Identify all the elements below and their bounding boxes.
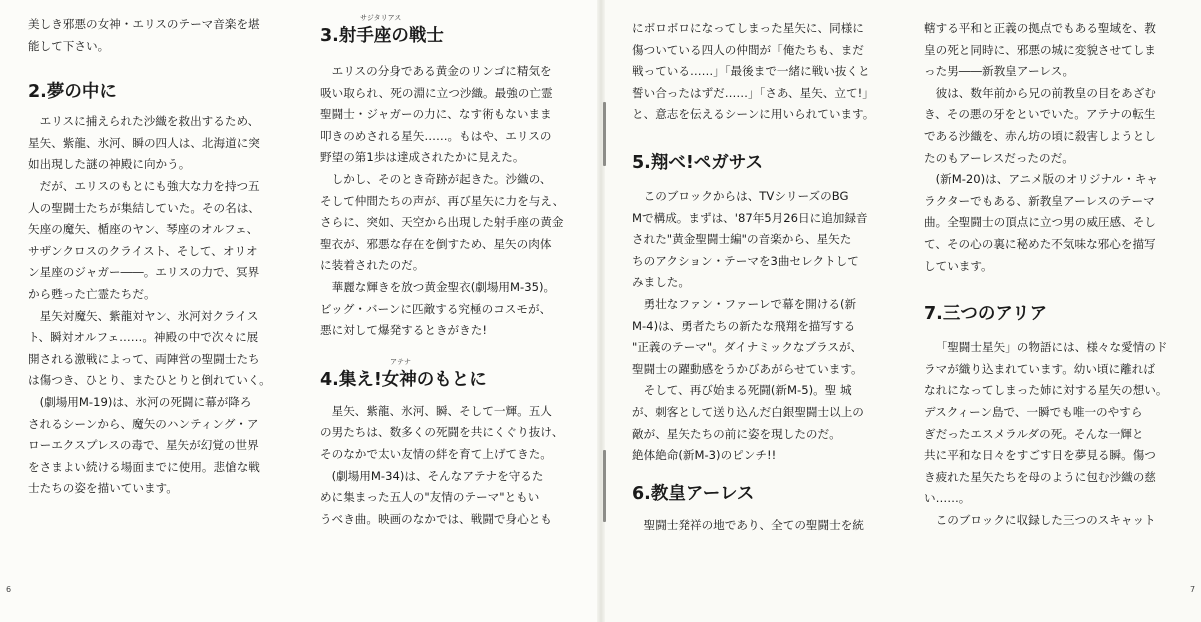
column-1	[28, 14, 300, 500]
paragraph	[320, 169, 590, 277]
text-line: ラマが織り込まれています。幼い頃に離れば	[924, 361, 1155, 376]
heading-2: 2.夢の中に	[28, 82, 117, 103]
text-line: 如出現した謎の神殿に向かう。	[28, 157, 191, 172]
text-line: 轄する平和と正義の拠点でもある聖域を、教	[924, 21, 1156, 35]
paragraph	[924, 510, 1192, 532]
intro-paragraph	[28, 14, 300, 57]
heading-5: 5.翔べ!ペガサス	[632, 152, 764, 173]
paragraph	[320, 401, 590, 466]
text-line: 聖衣が、邪悪な存在を倒すため、星矢の肉体	[320, 236, 552, 251]
paragraph	[632, 186, 902, 294]
text-line: "正義のテーマ"。ダイナミックなブラスが、	[632, 340, 863, 355]
paragraph	[28, 306, 300, 392]
text-line: しています。	[924, 258, 993, 273]
text-line: ビッグ・バーンに匹敵する究極のコスモが、	[320, 301, 552, 316]
column-2	[320, 14, 590, 530]
text-line: デスクィーン島で、一瞬でも唯一のやすら	[924, 404, 1143, 419]
ruby-text: アテナ	[390, 357, 411, 366]
paragraph	[632, 515, 902, 537]
text-line: 悪に対して爆発するときがきた!	[320, 323, 487, 338]
text-line: サザンクロスのクライスト、そして、オリオ	[28, 243, 258, 258]
text-line: たのもアーレスだったのだ。	[924, 150, 1074, 165]
text-line: から甦った亡霊たちだ。	[28, 286, 156, 301]
paragraph	[632, 294, 902, 380]
paragraph	[632, 380, 902, 466]
text-line: しかし、そのとき奇跡が起きた。沙織の、	[331, 171, 552, 186]
text-line: 野望の第1歩は達成されたかに見えた。	[320, 150, 525, 165]
text-line: の男たちは、数多くの死闘を共にくぐり抜け、	[320, 425, 564, 440]
page-number-left: 6	[6, 585, 12, 594]
text-line: ぎだったエスメラルダの死。そんな一輝と	[924, 426, 1144, 441]
text-line: は傷つき、ひとり、またひとりと倒れていく。	[28, 373, 271, 388]
text-line: にボロボロになってしまった星矢に、同様に	[632, 21, 864, 35]
text-line: さらに、突如、天空から出現した射手座の黄金	[320, 215, 564, 230]
text-line: されるシーンから、魔矢のハンティング・ア	[28, 416, 259, 431]
heading-3: 3.射手座の戦士	[320, 26, 444, 46]
text-line: このブロックに収録した三つのスキャット	[935, 512, 1156, 527]
text-line: った男――新教皇アーレス。	[924, 64, 1075, 79]
text-line: うべき曲。映画のなかでは、戦闘で身心とも	[320, 511, 552, 526]
paragraph	[320, 277, 590, 342]
text-line: 敵が、星矢たちの前に姿を現したのだ。	[632, 426, 841, 441]
text-line: 士たちの姿を描いています。	[28, 481, 178, 496]
text-line: だが、エリスのもとにも強大な力を持つ五	[39, 178, 260, 193]
text-line: 絶体絶命(新M-3)のピンチ!!	[632, 448, 777, 463]
text-line: 聖闘士発祥の地であり、全ての聖闘士を統	[643, 517, 864, 532]
text-line: 曲。全聖闘士の頂点に立つ男の威圧感、そし	[924, 215, 1156, 230]
text-line: 能して下さい。	[28, 38, 110, 53]
text-line: (劇場用M-19)は、氷河の死闘に幕が降ろ	[39, 394, 252, 409]
text-line: 開される激戦によって、両陣営の聖闘士たち	[28, 351, 260, 366]
text-line: 戦っている……」「最後まで一緒に戦い抜くと	[632, 64, 870, 79]
text-line: 共に平和な日々をすごす日を夢見る瞬。傷つ	[924, 448, 1156, 463]
heading-7: 7.三つのアリア	[924, 304, 1048, 325]
text-line: なれになってしまった姉に対する星矢の想い。	[924, 383, 1168, 398]
text-line: 星矢、紫龍、氷河、瞬の四人は、北海道に突	[28, 135, 260, 150]
text-line: このブロックからは、TVシリーズのBG	[643, 188, 849, 203]
text-line: (劇場用M-34)は、そんなアテナを守るた	[331, 468, 544, 483]
ruby-text: サジタリアス	[360, 14, 402, 22]
paragraph	[28, 176, 300, 306]
text-line: 聖闘士・ジャガーの力に、なす術もないまま	[320, 107, 552, 122]
text-line: 星矢、紫龍、氷河、瞬、そして一輝。五人	[331, 403, 552, 418]
heading-4: 4.集え!女神のもとに	[320, 369, 487, 390]
text-line: M-4)は、勇者たちの新たな飛翔を描写する	[632, 318, 856, 333]
staple-top	[603, 102, 606, 166]
text-line: 彼は、数年前から兄の前教皇の目をあざむ	[935, 85, 1156, 100]
text-line: 聖闘士の躍動感をうかびあがらせています。	[632, 361, 863, 376]
heading-6: 6.教皇アーレス	[632, 483, 755, 504]
text-line: 「聖闘士星矢」の物語には、様々な愛情のド	[935, 340, 1168, 355]
paragraph	[28, 111, 300, 176]
text-line: 勇壮なファン・ファーレで幕を開ける(新	[643, 296, 857, 311]
text-line: そして仲間たちの声が、再び星矢に力を与え、	[320, 193, 565, 208]
text-line: に装着されたのだ。	[320, 258, 425, 273]
text-line: て、その心の裏に秘めた不気味な邪心を描写	[924, 236, 1156, 251]
text-line: めに集まった五人の"友情のテーマ"ともい	[320, 490, 540, 505]
page-number-right: 7	[1190, 585, 1196, 594]
text-line: と、意志を伝えるシーンに用いられています。	[632, 107, 875, 122]
paragraph	[924, 337, 1192, 510]
text-line: い……。	[924, 491, 971, 506]
text-line: をさまよい続ける場面までに使用。悲愴な戦	[28, 459, 260, 474]
text-line: 皇の死と同時に、邪悪の城に変貌させてしま	[924, 42, 1156, 57]
text-line: が、刺客として送り込んだ白銀聖闘士以上の	[632, 404, 864, 419]
text-line: き、その悪の牙をといでいた。アテナの転生	[924, 107, 1156, 122]
text-line: 美しき邪悪の女神・エリスのテーマ音楽を堪	[28, 17, 260, 31]
text-line: そして、再び始まる死闘(新M-5)。聖 城	[643, 383, 852, 398]
paragraph	[320, 61, 590, 169]
paragraph	[924, 169, 1192, 277]
text-line: 傷ついている四人の仲間が「俺たちも、まだ	[632, 42, 864, 57]
text-line: そのなかで太い友情の絆を育て上げてきた。	[320, 446, 552, 461]
paragraph	[320, 466, 590, 531]
paragraph	[924, 83, 1192, 169]
paragraph	[632, 18, 902, 126]
text-line: (新M-20)は、アニメ版のオリジナル・キャ	[935, 172, 1158, 187]
text-line: である沙織を、赤ん坊の頃に殺害しようとし	[924, 128, 1156, 143]
text-line: エリスに捕えられた沙織を救出するため、	[39, 114, 260, 129]
text-line: ローエクスプレスの毒で、星矢が幻覚の世界	[28, 438, 259, 453]
paragraph	[924, 18, 1192, 83]
text-line: 吸い取られ、死の淵に立つ沙織。最強の亡霊	[320, 85, 553, 100]
paragraph	[28, 392, 300, 500]
text-line: された"黄金聖闘士編"の音楽から、星矢た	[632, 232, 852, 247]
text-line: 叩きのめされる星矢……。もはや、エリスの	[320, 128, 552, 143]
column-3	[632, 18, 902, 536]
text-line: ラクターでもある、新教皇アーレスのテーマ	[924, 193, 1155, 208]
text-line: 星矢対魔矢、紫龍対ヤン、氷河対クライス	[39, 308, 259, 323]
text-line: き疲れた星矢たちを母のように包む沙織の慈	[924, 469, 1156, 484]
text-line: 誓い合ったはずだ……」「さあ、星矢、立て!」	[632, 85, 874, 100]
text-line: 人の聖闘士たちが集結していた。その名は、	[28, 200, 260, 215]
text-line: ちのアクション・テーマを3曲セレクトして	[632, 253, 859, 268]
book-gutter	[597, 0, 605, 622]
column-4	[924, 18, 1192, 531]
text-line: ン星座のジャガー――。エリスの力で、冥界	[28, 265, 260, 280]
staple-bottom	[603, 450, 606, 522]
text-line: みました。	[632, 275, 690, 290]
text-line: Mで構成。まずは、'87年5月26日に追加録音	[632, 210, 868, 225]
text-line: 矢座の魔矢、楯座のヤン、琴座のオルフェ、	[28, 222, 259, 237]
text-line: ト、瞬対オルフェ……。神殿の中で次々に展	[28, 330, 259, 345]
text-line: エリスの分身である黄金のリンゴに精気を	[331, 64, 552, 78]
text-line: 華麗な輝きを放つ黄金聖衣(劇場用M-35)。	[331, 279, 556, 294]
